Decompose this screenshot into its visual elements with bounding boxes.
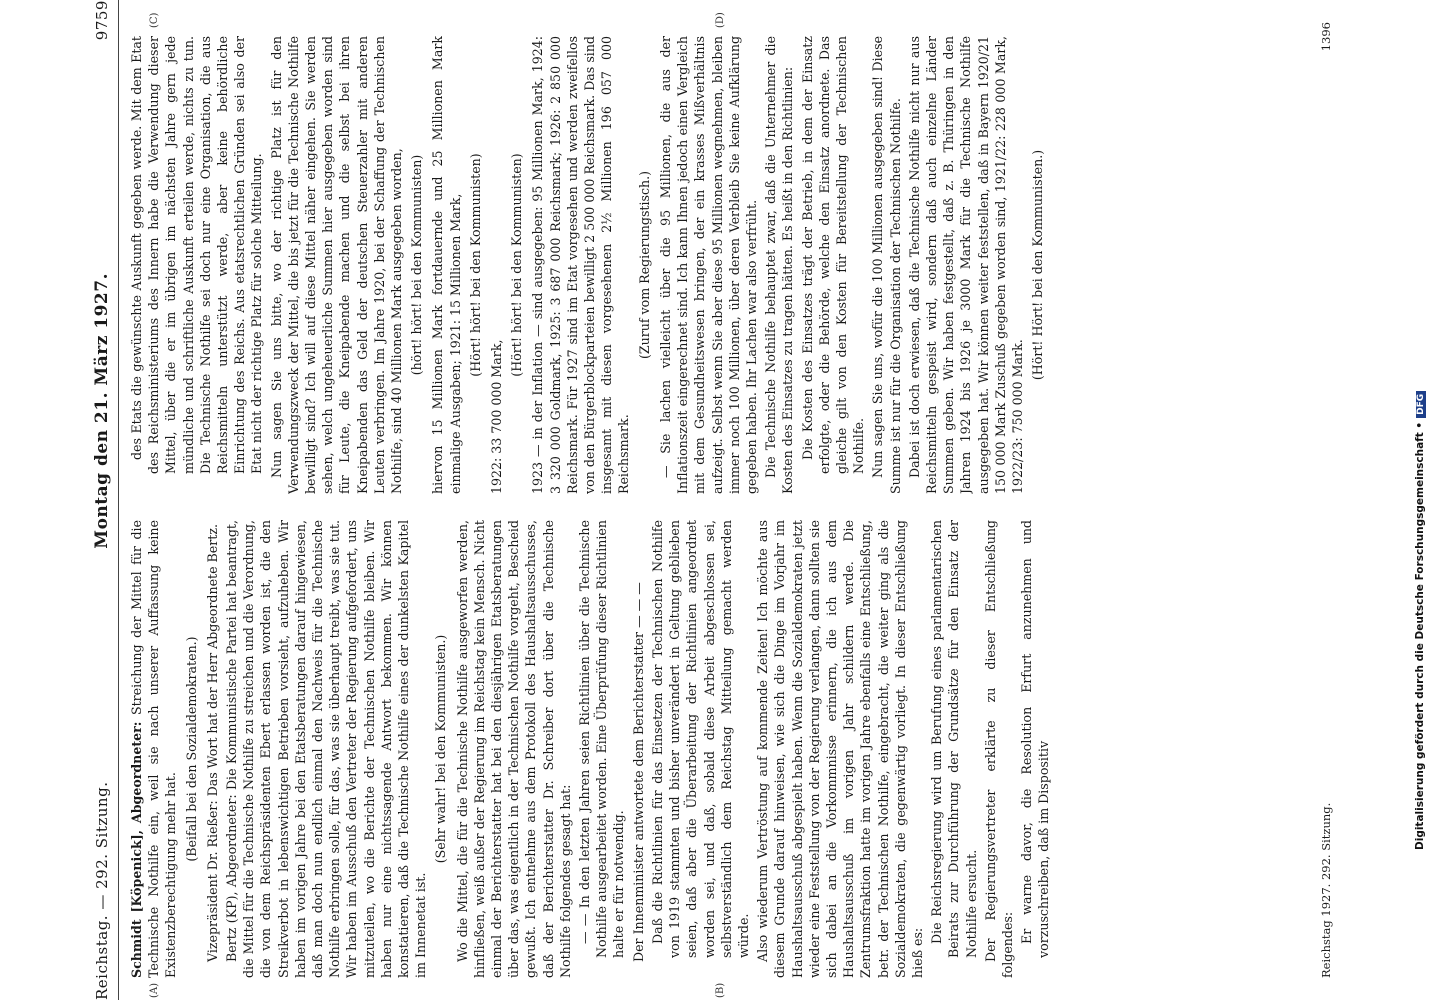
paragraph: Wo die Mittel, die für die Technische Nothilfe ausgeworfen werden, hinfließen, weiß außer der Regierung im Reichstag kein Mensch. Nicht einmal der Berichterstatter hat bei den diesjährigen Etatsberatungen über das, was eigentlich in der Technischen Nothilfe vorgeht, Bescheid gewußt. Ich entnehme aus dem Protokoll des Haushaltsausschusses, daß der Berichterstatter Dr. Schreiber dort über die Technische Nothilfe folgendes gesagt hat: <box>454 520 573 978</box>
quotation: Er warne davor, die Resolution Erfurt anzunehmen und vorzuschreiben, daß im Dispositiv <box>1019 520 1052 958</box>
quotation: Die Kosten des Einsatzes trägt der Betrieb, in dem der Einsatz erfolgte, oder die Behörde, welche den Einsatz anordnete. Das gleiche gilt von den Kosten für Bereitstellung der Technischen Nothilfe. <box>799 36 867 474</box>
paragraph: Dabei ist doch erwiesen, daß die Technische Nothilfe nicht nur aus Reichsmitteln gespeist wird, sondern daß auch einzelne Länder Summen geben. Wir haben festgestellt, daß z. B. Thüringen in den Jahren 1924 bis 1926 je 3000 Mark für die Technische Nothilfe ausgegeben hat. Wir können weiter feststellen, daß in Bayern 1920/21 150 000 Mark Zuschuß gegeben worden sind, 1921/22: 228 000 Mark, 1922/23: 750 000 Mark. <box>906 36 1025 494</box>
interjection: (Hört! hört! bei den Kommunisten) <box>467 153 483 377</box>
quotation: — — In den letzten Jahren seien Richtlinien über die Technische Nothilfe ausgearbeitet worden. Eine Überprüfung dieser Richtlinien halte er für notwendig. <box>577 520 627 958</box>
footer-session: Reichstag 1927. 292. Sitzung. <box>1319 802 1333 978</box>
interjection: (Hört! Hört! bei den Kommunisten.) <box>1030 149 1046 381</box>
paragraph: Nun sagen Sie uns, wofür die 100 Millionen ausgegeben sind! Diese Summe ist nur für die Organisation der Technischen Nothilfe. <box>870 36 903 494</box>
paragraph: — Sie lachen vielleicht über die 95 Millionen, die aus der Inflationszeit eingerechnet sind. Ich kann Ihnen jedoch einen Vergleich mit dem Gesundheitswesen bringen, der ein krasses Mißverhältnis aufzeigt. Selbst wenn Sie aber diese 95 Millionen wegnehmen, bleiben immer noch 100 Millionen, über deren Verbleib Sie keine Aufklärung gegeben haben. Ihr Lachen war also verfrüht. <box>657 36 759 494</box>
dfg-logo: DFG <box>1416 391 1426 418</box>
speech-paragraph: Bertz (KP), Abgeordneter: Die Kommunistische Partei hat beantragt, die Mittel für die Technische Nothilfe zu streichen und die Verordnung, die von dem Reichspräsidenten Ebert erlassen worden ist, die den Streikverbot in lebenswichtigen Betrieben vorsieht, aufzuheben. Wir haben im vorigen Jahre bei den Etatsberatungen darauf hingewiesen, daß man doch nun endlich einmal den Nachweis für die Technische Nothilfe erbringen solle, für das, was sie überhaupt treibt, was sie tut. Wir haben im Ausschuß den Vertreter der Regierung aufgefordert, uns mitzuteilen, wo die Berichte der Technischen Nothilfe bleiben. Wir haben nur eine nichtssagende Antwort bekommen. Wir können konstatieren, daß die Technische Nothilfe eines der dunkelsten Kapitel im Innenetat ist. <box>224 520 429 978</box>
margin-marker-b: (B) <box>715 982 726 998</box>
margin-marker-a: (A) <box>149 982 160 998</box>
digitization-credit <box>1414 10 1426 850</box>
paragraph: Der Regierungsvertreter erklärte zu dieser Entschließung folgendes: <box>982 520 1015 978</box>
footer-sheet-number: 1396 <box>1319 22 1333 52</box>
scanned-page <box>82 0 1372 1000</box>
credit-text: Digitalisierung gefördert durch die Deutsche Forschungsgemeinschaft • <box>1414 421 1426 850</box>
page-footer <box>1318 22 1342 978</box>
quotation: Daß die Richtlinien für das Einsetzen der Technischen Nothilfe von 1919 stammten und bisher unverändert in Geltung geblieben seien, daß aber die Überarbeitung der Richtlinien angeordnet worden sei, und daß, sobald diese Arbeit abgeschlossen sei, selbstverständlich dem Reichstag Mitteilung gemacht werden würde. <box>649 520 751 958</box>
interjection: (Hört! hört! bei den Kommunisten) <box>509 153 525 377</box>
page-number: 9759 <box>93 0 112 41</box>
quotation: des Etats die gewünschte Auskunft gegeben werde. Mit dem Etat des Reichsministeriums des Innern habe die Verwendung dieser Mittel, über die er im übrigen im nächsten Jahre gern jede mündliche und schriftliche Auskunft erteilen werde, nichts zu tun. Die Technische Nothilfe sei doch nur eine Organisation, die aus Reichsmitteln unterstützt werde, aber keine behördliche Einrichtung des Reichs. Aus etatsrechtlichen Gründen sei also der Etat nicht der richtige Platz für solche Mitteilung. <box>129 36 265 474</box>
paragraph: Nun sagen Sie uns bitte, wo der richtige Platz ist für den Verwendungszweck der Mittel, die bis jetzt für die Technische Nothilfe bewilligt sind? Ich will auf diese Mittel näher eingehen. Sie werden sehen, welch ungeheuerliche Summen hier ausgegeben worden sind für Leute, die Kneipabende machen und die selbst bei ihren Kneipabenden das Geld der deutschen Steuerzahler mit anderen Leuten verbringen. Im Jahre 1920, bei der Schaffung der Technischen Nothilfe, sind 40 Millionen Mark ausgegeben worden, <box>268 36 405 494</box>
header-date: Montag den 21. März 1927. <box>92 272 113 549</box>
paragraph: 1923 — in der Inflation — sind ausgegeben: 95 Millionen Mark, 1924: 3 320 000 Goldmark, 1925: 3 687 000 Reichsmark; 1926: 2 850 000 Reichsmark. Für 1927 sind im Etat vorgesehen und werden zweifellos von den Bürgerblockparteien bewilligt 2 500 000 Reichsmark. Das sind insgesamt mit diesen vorgesehenen 2½ Millionen 196 057 000 Reichsmark. <box>530 36 632 494</box>
interjection: (Sehr wahr! bei den Kommunisten.) <box>433 634 449 864</box>
text-column-left <box>128 520 1308 978</box>
interjection: (Zuruf vom Regierungstisch.) <box>636 170 652 360</box>
paragraph: Der Innenminister antwortete dem Berichterstatter — — — <box>630 582 646 962</box>
paragraph: hiervon 15 Millionen Mark fortdauernde und 25 Millionen Mark einmalige Ausgaben; 1921: 15 Millionen Mark, <box>430 36 463 494</box>
margin-marker-c: (C) <box>149 12 160 28</box>
interjection: (Beifall bei den Sozialdemokraten.) <box>183 636 199 862</box>
paragraph: Die Technische Nothilfe behauptet zwar, daß die Unternehmer die Kosten des Einsatzes zu tragen hätten. Es heißt in den Richtlinien: <box>763 36 796 494</box>
paragraph: Also wiederum Vertröstung auf kommende Zeiten! Ich möchte aus diesem Grunde darauf hinweisen, wie sich die Dinge im Vorjahr im Haushaltsausschuß abgespielt haben. Wenn die Sozialdemokraten jetzt wieder eine Feststellung von der Regierung verlangen, dann sollten sie sich dabei an die Vorkommnisse erinnern, die ich aus dem Haushaltsausschuß im vorigen Jahr schildern werde. Die Zentrumsfraktion hatte im vorigen Jahre ebenfalls eine Entschließung, betr. der Technischen Nothilfe, eingebracht, die weiter ging als die Sozialdemokraten, die gegenwärtig vorliegt. In dieser Entschließung hieß es: <box>755 520 925 978</box>
paragraph: Schmidt [Köpenick], Abgeordneter: Streichung der Mittel für die Technische Nothilfe ein, weil sie nach unserer Auffassung keine Existenzberechtigung mehr hat. <box>129 520 179 978</box>
margin-marker-d: (D) <box>715 12 726 28</box>
paragraph: 1922: 33 700 000 Mark, <box>489 339 505 494</box>
page-header <box>88 0 119 1000</box>
quotation: Die Reichsregierung wird um Berufung eines parlamentarischen Beirats zur Durchführung der Grundsätze für den Einsatz der Nothilfe ersucht. <box>929 520 979 958</box>
text-column-right <box>128 36 1308 494</box>
paragraph: Vizepräsident Dr. Rießer: Das Wort hat der Herr Abgeordnete Bertz. <box>204 524 220 962</box>
header-session: Reichstag. — 292. Sitzung. <box>93 781 112 1000</box>
interjection: (hört! hört! bei den Kommunisten) <box>409 154 425 376</box>
